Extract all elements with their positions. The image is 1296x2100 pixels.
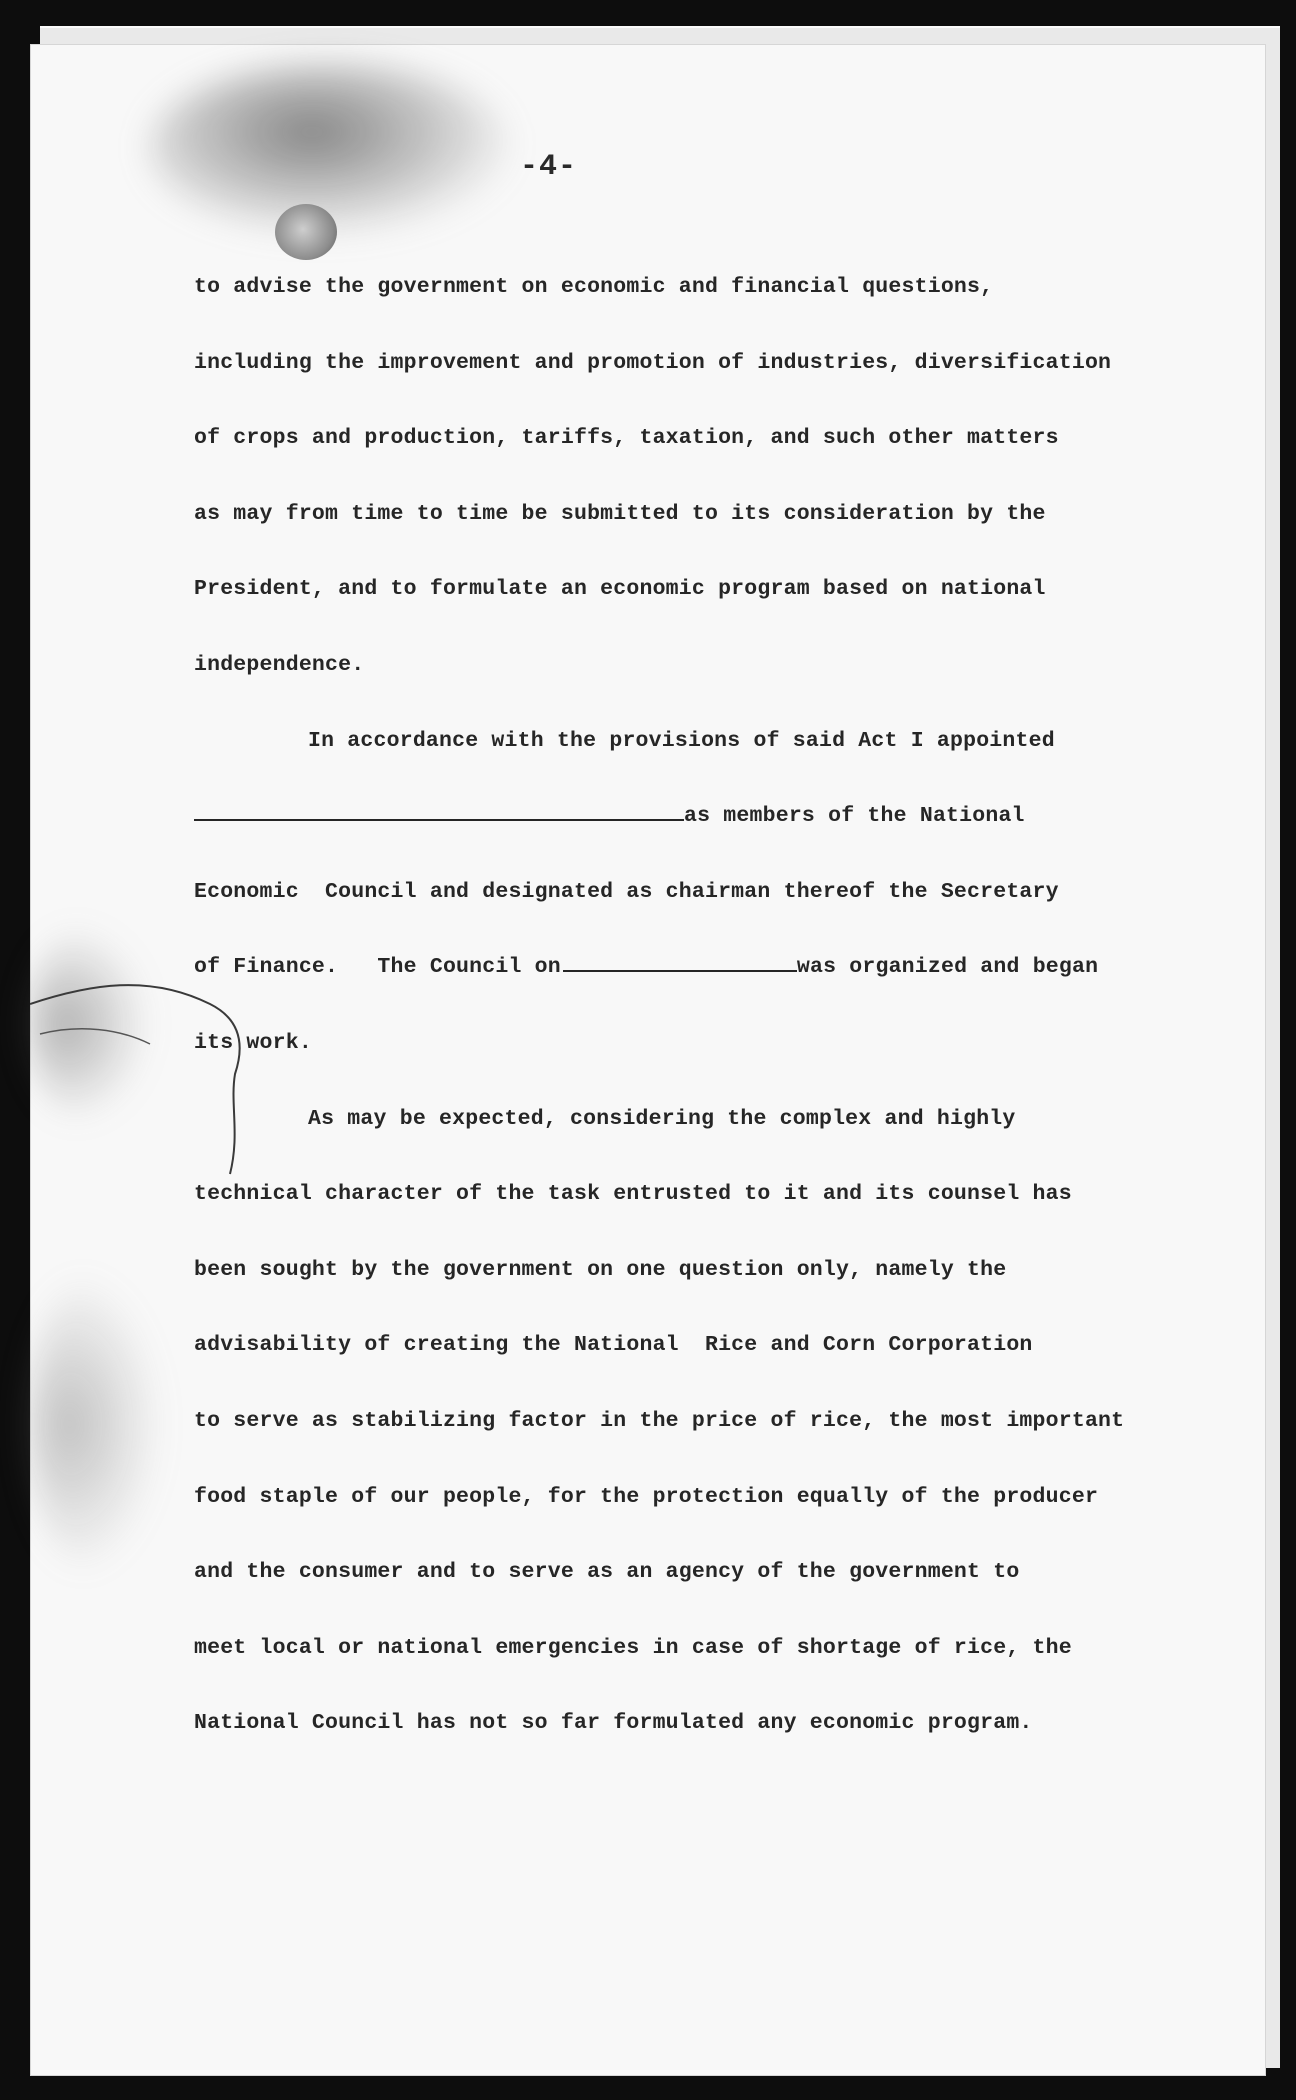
text-line-with-blank (194, 930, 1194, 1006)
text-fragment: was organized and began (796, 955, 1099, 980)
ink-smudge (30, 924, 150, 1124)
text-fragment: of Finance. The Council on (194, 955, 561, 980)
text-line: As may be expected, considering the complex and highly (308, 1106, 1016, 1131)
document-body (194, 250, 1194, 1762)
text-line: independence. (194, 652, 365, 677)
text-line: advisability of creating the National Rice and Corn Corporation (194, 1333, 1033, 1358)
blank-underline (194, 801, 684, 821)
text-line: its work. (194, 1030, 312, 1055)
blank-underline (563, 952, 797, 972)
text-line: Economic Council and designated as chairman thereof the Secretary (194, 879, 1059, 904)
page-number: -4- (520, 150, 578, 184)
text-line: to serve as stabilizing factor in the price of rice, the most important (194, 1408, 1125, 1433)
text-line: food staple of our people, for the protection equally of the producer (194, 1484, 1099, 1509)
text-line: including the improvement and promotion of industries, diversification (194, 350, 1112, 375)
text-line: of crops and production, tariffs, taxation, and such other matters (194, 426, 1059, 451)
ink-smudge (30, 1274, 160, 1574)
text-fragment: as members of the National (684, 804, 1025, 829)
text-line: to advise the government on economic and financial questions, (194, 275, 994, 299)
text-line: National Council has not so far formulated any economic program. (194, 1711, 1033, 1736)
text-line: technical character of the task entrusted to it and its counsel has (194, 1182, 1072, 1207)
text-line: and the consumer and to serve as an agency of the government to (194, 1560, 1020, 1585)
text-line: been sought by the government on one question only, namely the (194, 1257, 1007, 1282)
text-line: President, and to formulate an economic program based on national (194, 577, 1046, 602)
text-line: In accordance with the provisions of said Act I appointed (308, 728, 1055, 753)
ink-smudge (150, 64, 510, 234)
text-line: meet local or national emergencies in case of shortage of rice, the (194, 1635, 1072, 1660)
text-line-with-blank (194, 779, 1194, 855)
text-line: as may from time to time be submitted to its consideration by the (194, 501, 1046, 526)
